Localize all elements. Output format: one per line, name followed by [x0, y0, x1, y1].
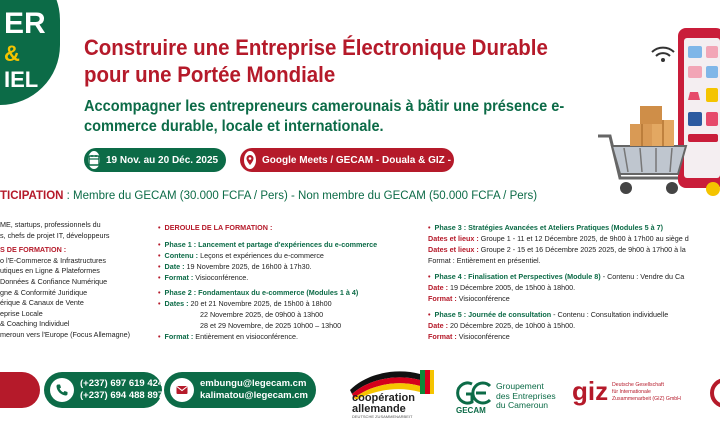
email-address-2[interactable]: kalimatou@legecam.cm: [200, 390, 309, 401]
phase-5-title: • Phase 5 : Journée de consultation - Contenu : Consultation individuelle: [428, 310, 669, 319]
page-title: Construire une Entreprise Électronique Durable pour une Portée Mondiale: [84, 35, 548, 87]
giz-logo: [572, 376, 702, 410]
participation-text: : Membre du GECAM (30.000 FCFA / Pers) - Non membre du GECAM (50.000 FCFA / Pers): [66, 190, 538, 202]
gecam-logo: [454, 380, 584, 420]
location-pill: [240, 148, 496, 172]
phase-1-date: • Date : 19 Novembre 2025, de 16h00 à 17h30.: [158, 262, 312, 271]
page-subtitle: Accompagner les entrepreneurs camerounais à bâtir une présence e-commerce durable, locale et internationale.: [84, 98, 565, 135]
giz-name: Deutsche Gesellschaft für Internationale Zusammenarbeit (GIZ) GmbH: [612, 382, 681, 402]
module-item: Données & Confiance Numérique: [0, 276, 108, 286]
training-schedule-continued: [428, 222, 720, 342]
phase-4-format: Format : Visioconférence: [428, 294, 510, 303]
phase-1-title: • Phase 1 : Lancement et partage d'expériences du e-commerce: [158, 240, 378, 249]
mail-icon: [170, 378, 194, 402]
corner-text-1: ER: [4, 7, 46, 40]
phone-contact[interactable]: [44, 372, 162, 408]
module-item: & Coaching Individuel: [0, 319, 70, 329]
wifi-icon: [652, 48, 674, 62]
audience-line: ME, startups, professionnels du: [0, 220, 101, 229]
phase-1-content: • Contenu : Leçons et expériences du e-commerce: [158, 251, 324, 260]
corner-text-2: &: [4, 41, 20, 66]
module-item: meroun vers l'Europe (Focus Allemagne): [0, 329, 131, 339]
module-item: eprise Locale: [0, 308, 43, 318]
gecam-mark-icon: [456, 380, 492, 406]
phase-4-date: Date : 19 Décembre 2005, de 15h00 à 18h00.: [428, 283, 576, 292]
coop-line-1: coopération: [352, 392, 415, 404]
phase-4-title: • Phase 4 : Finalisation et Perspectives (Module 8) - Contenu : Vendre du Ca: [428, 272, 685, 281]
location-pin-icon: [244, 151, 256, 169]
phase-3-title: • Phase 3 : Stratégies Avancées et Ateliers Pratiques (Modules 5 à 7): [428, 223, 664, 232]
email-address-1[interactable]: embungu@legecam.cm: [200, 378, 307, 389]
calendar-icon: [88, 151, 100, 169]
phase-5-date: Date : 20 Décembre 2025, de 10h00 à 15h00.: [428, 321, 576, 330]
dates-pill: [84, 148, 226, 172]
location-label: Google Meets / GECAM - Douala & GIZ - Yaoundé: [262, 154, 496, 166]
phase-2-format: • Format : Entièrement en visioconférence.: [158, 332, 298, 341]
phone-number-1[interactable]: (+237) 697 619 424: [80, 378, 164, 389]
participation-label: TICIPATION: [0, 190, 64, 202]
gecam-name: Groupement des Entreprises du Cameroun: [496, 381, 556, 410]
coin-icon: [706, 182, 720, 196]
module-item: gne & Conformité Juridique: [0, 287, 88, 297]
dates-label: 19 Nov. au 20 Déc. 2025: [106, 154, 219, 166]
phase-1-format: • Format : Visioconférence.: [158, 273, 249, 282]
phase-2-date-line: 28 et 29 Novembre, de 2025 10h00 – 13h00: [200, 321, 342, 330]
training-schedule: [158, 222, 428, 342]
phase-3-location-1: Dates et lieux : Groupe 1 - 11 et 12 Décembre 2025, de 9h00 à 17h00 au siège d: [428, 234, 689, 243]
smartphone-icon: [678, 28, 720, 188]
phase-5-format: Format : Visioconférence: [428, 332, 510, 341]
module-item: utiques en Ligne & Plateformes: [0, 266, 100, 276]
phase-2-date-line: 22 Novembre 2025, de 09h00 à 13h00: [200, 310, 324, 319]
phase-2-title: • Phase 2 : Fondamentaux du e-commerce (Modules 1 à 4): [158, 288, 359, 297]
schedule-heading: • DEROULE DE LA FORMATION :: [158, 223, 273, 232]
phone-icon: [50, 378, 74, 402]
corner-banner: [0, 0, 60, 105]
giz-acronym: giz: [572, 376, 609, 406]
module-item: érique & Canaux de Vente: [0, 298, 84, 308]
partner-logo-partial: [710, 378, 720, 408]
audience-and-modules: [0, 220, 150, 341]
parcel-boxes-icon: [630, 106, 674, 146]
gecam-acronym: GECAM: [456, 406, 486, 415]
coop-line-2: allemande: [352, 403, 406, 415]
module-item: o l'E-Commerce & Infrastructures: [0, 255, 107, 265]
corner-text-3: IEL: [4, 67, 39, 92]
phase-3-format: Format : Entièrement en présentiel.: [428, 256, 541, 265]
email-contact[interactable]: [164, 372, 316, 408]
phase-2-dates: • Dates : 20 et 21 Novembre 2025, de 15h00 à 18h00: [158, 299, 332, 308]
contact-edge-badge: [0, 372, 40, 408]
phone-number-2[interactable]: (+237) 694 488 897: [80, 390, 164, 401]
ecommerce-illustration: [594, 16, 720, 206]
cooperation-allemande-logo: [342, 362, 438, 418]
modules-heading: S DE FORMATION :: [0, 245, 67, 255]
coop-line-3: DEUTSCHE ZUSAMMENARBEIT: [352, 414, 413, 419]
phase-3-location-2: Dates et lieux : Groupe 2 - 15 et 16 Décembre 2025 2025, de 9h00 à 17h00 à la: [428, 245, 686, 254]
audience-line: s, chefs de projet IT, développeurs: [0, 230, 110, 240]
